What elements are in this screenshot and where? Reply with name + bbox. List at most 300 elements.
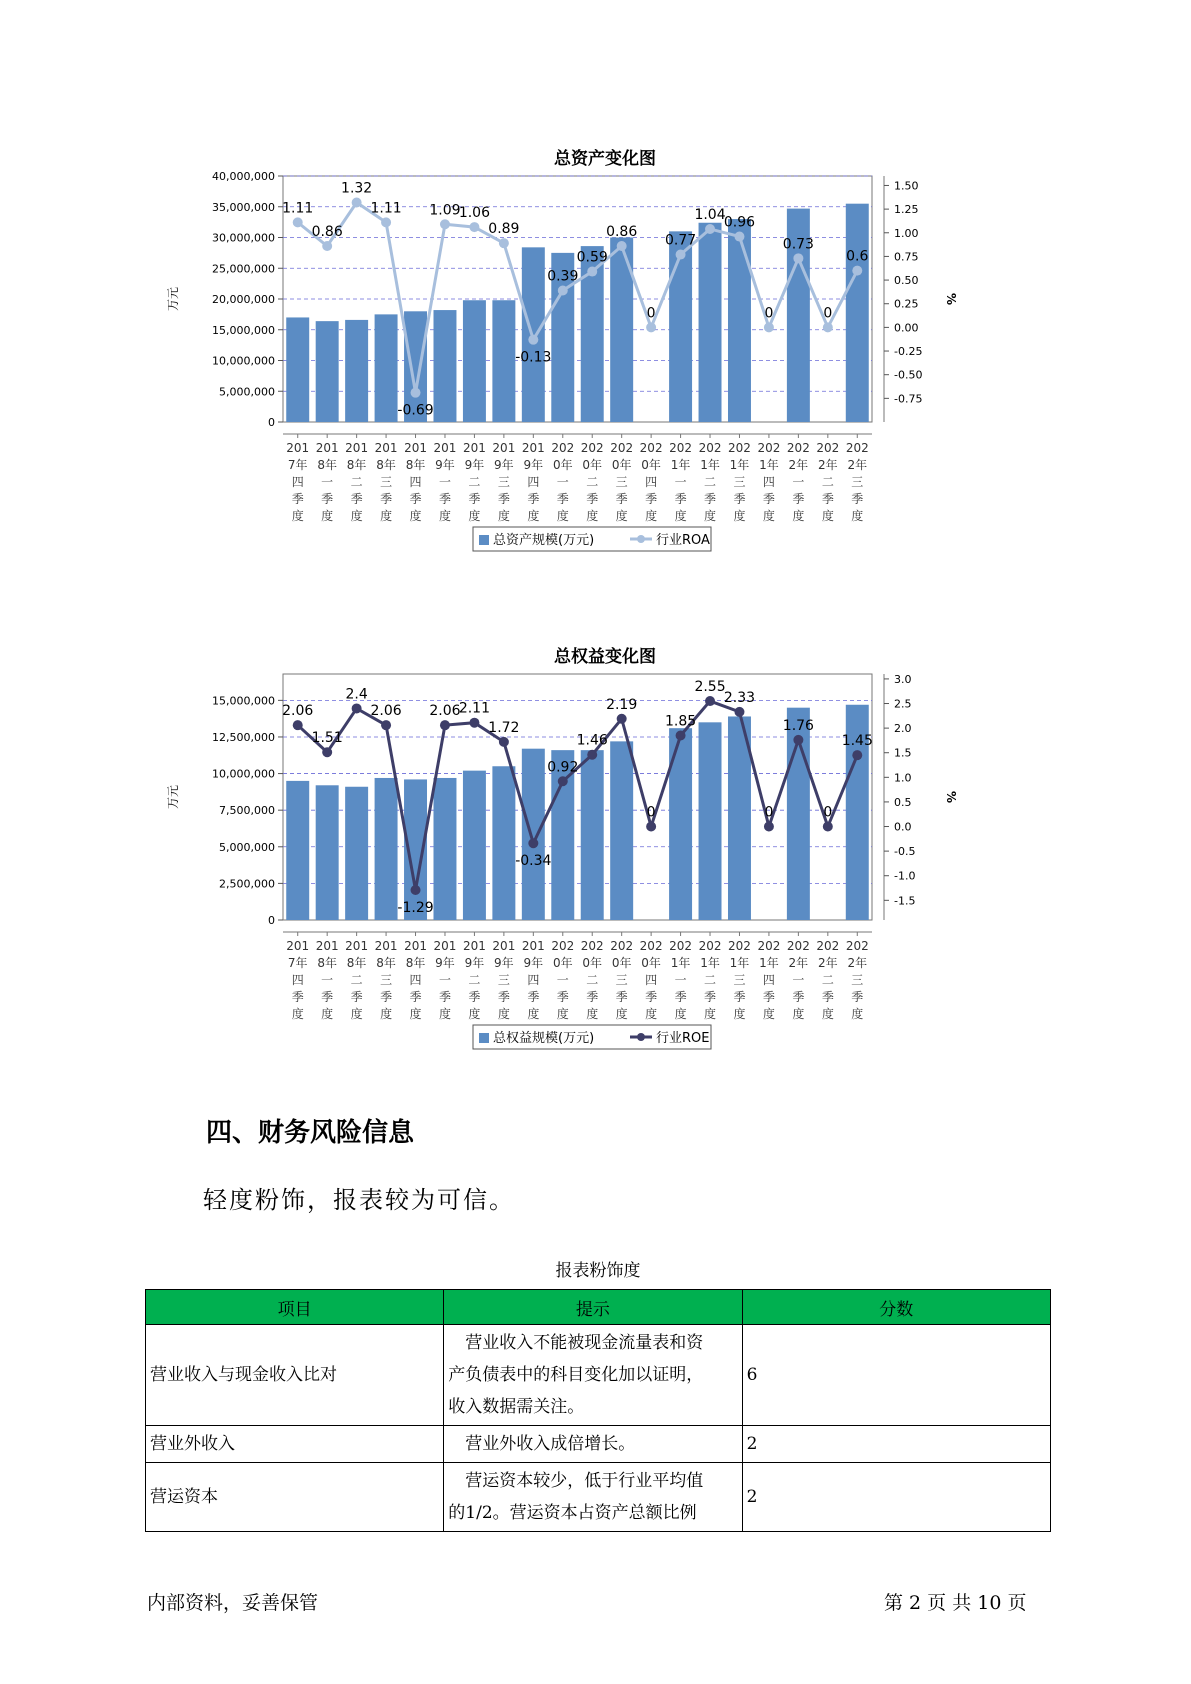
footer-page-number: 第 2 页 共 10 页 xyxy=(884,1592,1027,1614)
x-tick-label xyxy=(728,939,751,1021)
x-tick-label-line: 季 xyxy=(321,492,334,506)
x-tick-label-line: 四 xyxy=(409,475,422,489)
x-tick-label xyxy=(846,441,869,523)
x-tick-label-line: 2年 xyxy=(818,956,838,970)
x-tick-label-line: 度 xyxy=(321,509,334,523)
x-tick-label-line: 一 xyxy=(321,973,334,987)
bar xyxy=(699,223,722,422)
x-tick-label xyxy=(375,939,398,1021)
column-header: 分数 xyxy=(742,1290,1050,1325)
x-tick-label-line: 1年 xyxy=(759,956,779,970)
bar xyxy=(846,204,869,422)
legend-bar-label: 总权益规模(万元) xyxy=(493,1031,595,1046)
x-tick-label-line: 8年 xyxy=(346,956,367,970)
x-tick-label-line: 202 xyxy=(610,441,634,455)
x-tick-label-line: 三 xyxy=(615,475,628,489)
y2-axis-label: % xyxy=(944,790,958,804)
x-tick-label-line: 季 xyxy=(468,990,481,1004)
x-tick-label-line: 季 xyxy=(350,492,363,506)
y-tick-label: 15,000,000 xyxy=(212,323,275,337)
data-label: 0 xyxy=(764,305,774,322)
x-tick-label-line: 201 xyxy=(374,441,398,455)
x-tick-label-line: 度 xyxy=(851,509,864,523)
x-tick-label-line: 二 xyxy=(350,475,363,489)
x-tick-label-line: 201 xyxy=(404,939,427,953)
x-tick-label-line: 季 xyxy=(527,990,540,1004)
x-tick-label-line: 一 xyxy=(556,475,569,489)
hint-line: 营运资本较少，低于行业平均值 xyxy=(448,1471,704,1491)
data-point xyxy=(587,267,597,277)
x-tick-label xyxy=(551,939,574,1021)
bar xyxy=(316,321,339,422)
data-point xyxy=(558,285,568,295)
x-tick-label-line: 季 xyxy=(497,990,510,1004)
y-tick-label: 7,500,000 xyxy=(219,804,275,818)
x-tick-label-line: 季 xyxy=(704,492,717,506)
data-label: 2.06 xyxy=(282,703,314,720)
x-tick-label xyxy=(316,939,339,1021)
x-tick-label-line: 季 xyxy=(291,492,304,506)
bar xyxy=(316,785,339,920)
data-label: 2.19 xyxy=(606,696,638,713)
data-label: 2.4 xyxy=(345,686,368,703)
y-tick-label: 10,000,000 xyxy=(212,354,275,368)
x-tick-label-line: 四 xyxy=(645,475,658,489)
x-tick-label-line: 一 xyxy=(674,973,687,987)
data-point xyxy=(499,238,509,248)
y-tick-label: 5,000,000 xyxy=(219,385,275,399)
x-tick-label-line: 度 xyxy=(380,1007,393,1021)
x-tick-label-line: 202 xyxy=(845,441,869,455)
y-tick-label: 30,000,000 xyxy=(212,231,275,245)
x-tick-label-line: 度 xyxy=(321,1007,334,1021)
x-tick-label-line: 度 xyxy=(350,509,363,523)
x-tick-label-line: 9年 xyxy=(435,458,455,472)
data-point xyxy=(352,703,362,713)
y-tick-label: 15,000,000 xyxy=(212,694,275,708)
x-tick-label xyxy=(404,441,427,523)
x-tick-label-line: 度 xyxy=(851,1007,864,1021)
data-point xyxy=(646,822,656,832)
bar xyxy=(463,300,486,422)
x-tick-label xyxy=(492,939,515,1021)
x-tick-label xyxy=(522,939,545,1021)
x-tick-label xyxy=(434,939,457,1021)
data-label: 0.39 xyxy=(547,268,579,285)
x-tick-label-line: 201 xyxy=(492,441,516,455)
bar xyxy=(375,314,398,422)
x-tick-label-line: 202 xyxy=(551,441,575,455)
chart-title: 总资产变化图 xyxy=(554,149,656,169)
x-tick-label-line: 季 xyxy=(733,492,746,506)
x-tick-label-line: 度 xyxy=(438,1007,451,1021)
bar xyxy=(375,778,398,920)
y2-tick-label: 1.5 xyxy=(894,746,912,760)
legend-line-marker xyxy=(637,535,645,543)
x-tick-label-line: 季 xyxy=(586,990,599,1004)
x-tick-label xyxy=(728,441,751,523)
bar xyxy=(286,781,309,920)
data-point xyxy=(823,322,833,332)
x-tick-label-line: 度 xyxy=(527,1007,540,1021)
x-tick-label-line: 一 xyxy=(674,475,687,489)
x-tick-label xyxy=(846,939,869,1021)
x-tick-label-line: 季 xyxy=(438,990,451,1004)
bar xyxy=(345,320,368,422)
x-tick-label-line: 四 xyxy=(762,973,775,987)
row-hint xyxy=(444,1463,742,1532)
x-tick-label-line: 季 xyxy=(438,492,451,506)
data-point xyxy=(587,750,597,760)
hint-line: 收入数据需关注。 xyxy=(448,1397,585,1417)
data-point xyxy=(528,335,538,345)
data-point xyxy=(764,822,774,832)
data-label: 0 xyxy=(823,305,833,322)
table-caption: 报表粉饰度 xyxy=(555,1261,641,1281)
x-tick-label-line: 季 xyxy=(497,492,510,506)
x-tick-label-line: 202 xyxy=(816,441,840,455)
data-point xyxy=(676,250,686,260)
x-tick-label-line: 0年 xyxy=(582,458,603,472)
chart-title: 总权益变化图 xyxy=(554,647,656,667)
x-tick-label-line: 季 xyxy=(527,492,540,506)
data-label: -0.34 xyxy=(515,853,552,870)
x-tick-label-line: 度 xyxy=(792,1007,805,1021)
x-tick-label-line: 季 xyxy=(468,492,481,506)
data-label: 2.55 xyxy=(694,679,726,696)
x-tick-label-line: 0年 xyxy=(582,956,603,970)
x-tick-label-line: 201 xyxy=(345,939,369,953)
row-score: 6 xyxy=(742,1325,1050,1426)
x-tick-label-line: 一 xyxy=(792,475,805,489)
data-point xyxy=(705,696,715,706)
data-label: 1.32 xyxy=(341,180,373,197)
x-tick-label-line: 度 xyxy=(733,509,746,523)
x-tick-label-line: 一 xyxy=(556,973,569,987)
x-tick-label-line: 三 xyxy=(851,475,864,489)
x-tick-label-line: 201 xyxy=(521,939,545,953)
x-tick-label-line: 一 xyxy=(438,475,451,489)
x-tick-label xyxy=(787,441,810,523)
x-tick-label-line: 201 xyxy=(286,939,310,953)
bar xyxy=(345,787,368,920)
bar xyxy=(522,749,545,920)
x-tick-label-line: 度 xyxy=(762,1007,775,1021)
y-axis-label: 万元 xyxy=(166,784,180,810)
x-tick-label xyxy=(699,939,722,1021)
x-tick-label-line: 季 xyxy=(321,990,334,1004)
x-tick-label xyxy=(522,441,545,523)
y-tick-label: 10,000,000 xyxy=(212,767,275,781)
x-tick-label-line: 一 xyxy=(438,973,451,987)
data-point xyxy=(411,388,421,398)
x-tick-label-line: 202 xyxy=(610,939,634,953)
data-point xyxy=(322,747,332,757)
x-tick-label-line: 8年 xyxy=(405,956,426,970)
x-tick-label-line: 201 xyxy=(433,939,457,953)
row-hint xyxy=(444,1325,742,1426)
bar xyxy=(433,778,456,920)
x-tick-label-line: 度 xyxy=(291,1007,304,1021)
x-tick-label-line: 季 xyxy=(792,990,805,1004)
x-tick-label-line: 202 xyxy=(639,441,663,455)
x-tick-label-line: 度 xyxy=(586,509,599,523)
x-tick-label-line: 201 xyxy=(462,441,486,455)
data-point xyxy=(793,253,803,263)
legend-line-label: 行业ROA xyxy=(656,533,710,548)
data-point xyxy=(734,232,744,242)
y-tick-label: 35,000,000 xyxy=(212,200,275,214)
y2-tick-label: 0.50 xyxy=(894,274,919,288)
y-tick-label: 0 xyxy=(268,914,275,927)
footer-confidential: 内部资料，妥善保管 xyxy=(147,1592,319,1614)
data-point xyxy=(617,241,627,251)
x-tick-label-line: 1年 xyxy=(670,956,691,970)
section-summary: 轻度粉饰，报表较为可信。 xyxy=(203,1186,515,1214)
x-tick-label-line: 202 xyxy=(845,939,869,953)
x-tick-label-line: 度 xyxy=(350,1007,363,1021)
x-tick-label-line: 202 xyxy=(580,939,604,953)
data-label: 0.59 xyxy=(576,249,608,266)
x-tick-label-line: 8年 xyxy=(346,458,367,472)
x-tick-label xyxy=(640,939,663,1021)
equity-chart-svg xyxy=(150,664,1060,1124)
hint-line: 的1/2。营运资本占资产总额比例 xyxy=(448,1503,697,1523)
data-label: 1.45 xyxy=(841,733,873,750)
x-tick-label-line: 202 xyxy=(639,939,663,953)
x-tick-label-line: 201 xyxy=(345,441,369,455)
x-tick-label-line: 三 xyxy=(380,475,393,489)
x-tick-label-line: 度 xyxy=(527,509,540,523)
bar xyxy=(286,317,309,422)
data-label: 1.46 xyxy=(576,732,608,749)
data-label: 1.11 xyxy=(282,200,314,217)
x-tick-label-line: 1年 xyxy=(700,956,720,970)
x-tick-label-line: 2年 xyxy=(818,458,838,472)
table-header-row xyxy=(146,1290,1051,1325)
y-tick-label: 0 xyxy=(268,416,275,429)
data-point xyxy=(558,776,568,786)
x-tick-label-line: 8年 xyxy=(376,956,396,970)
data-label: 0.73 xyxy=(782,236,814,253)
row-item: 营运资本 xyxy=(146,1463,444,1532)
x-tick-label-line: 度 xyxy=(291,509,304,523)
table-row xyxy=(146,1463,1051,1532)
y2-tick-label: -0.5 xyxy=(894,845,916,859)
bar xyxy=(699,722,722,920)
data-label: 1.72 xyxy=(488,719,520,736)
x-tick-label-line: 202 xyxy=(551,939,575,953)
x-tick-label-line: 三 xyxy=(380,973,393,987)
x-tick-label xyxy=(404,939,427,1021)
y-tick-label: 20,000,000 xyxy=(212,293,275,306)
data-point xyxy=(352,197,362,207)
x-tick-label-line: 202 xyxy=(728,441,751,455)
data-label: 2.33 xyxy=(723,689,756,706)
x-tick-label-line: 0年 xyxy=(552,956,573,970)
x-tick-label-line: 度 xyxy=(497,1007,510,1021)
x-tick-label-line: 季 xyxy=(851,990,864,1004)
y-tick-label: 25,000,000 xyxy=(212,262,275,276)
row-item: 营业收入与现金收入比对 xyxy=(146,1325,444,1426)
x-tick-label-line: 一 xyxy=(321,475,334,489)
x-tick-label-line: 度 xyxy=(556,509,569,523)
x-tick-label-line: 1年 xyxy=(670,458,691,472)
legend-bar-swatch xyxy=(479,535,489,545)
x-tick-label-line: 2年 xyxy=(847,458,868,472)
x-tick-label-line: 201 xyxy=(462,939,486,953)
data-label: 1.76 xyxy=(782,717,814,734)
y2-tick-label: 0.5 xyxy=(894,795,912,809)
x-tick-label-line: 三 xyxy=(615,973,628,987)
data-label: 1.85 xyxy=(664,713,697,730)
x-tick-label-line: 度 xyxy=(556,1007,569,1021)
x-tick-label-line: 季 xyxy=(409,990,422,1004)
y-axis-label: 万元 xyxy=(166,286,180,312)
data-point xyxy=(381,720,391,730)
legend-line-marker xyxy=(637,1033,645,1041)
y2-tick-label: 1.00 xyxy=(894,226,919,240)
x-tick-label xyxy=(640,441,663,523)
y-tick-label: 40,000,000 xyxy=(212,170,275,183)
x-tick-label-line: 二 xyxy=(821,973,834,987)
x-tick-label-line: 0年 xyxy=(611,956,632,970)
x-tick-label-line: 季 xyxy=(674,492,687,506)
x-tick-label-line: 201 xyxy=(433,441,457,455)
data-label: 0 xyxy=(646,804,656,821)
y2-tick-label: 2.0 xyxy=(894,722,912,736)
x-tick-label-line: 度 xyxy=(821,1007,834,1021)
x-tick-label-line: 季 xyxy=(615,990,628,1004)
x-tick-label-line: 202 xyxy=(669,441,693,455)
x-tick-label-line: 8年 xyxy=(376,458,396,472)
x-tick-label xyxy=(757,441,780,523)
y2-tick-label: -0.75 xyxy=(894,392,923,406)
x-tick-label-line: 9年 xyxy=(494,458,514,472)
x-tick-label-line: 季 xyxy=(645,492,658,506)
data-label: 2.06 xyxy=(370,703,402,720)
y2-tick-label: 0.25 xyxy=(894,297,919,311)
row-item: 营业外收入 xyxy=(146,1426,444,1463)
x-tick-label-line: 度 xyxy=(674,1007,687,1021)
y2-tick-label: -1.5 xyxy=(894,894,916,908)
data-point xyxy=(469,718,479,728)
x-tick-label-line: 9年 xyxy=(523,458,544,472)
y2-tick-label: 0.00 xyxy=(894,321,919,335)
x-tick-label-line: 201 xyxy=(315,939,339,953)
data-point xyxy=(469,222,479,232)
data-label: 0 xyxy=(646,305,656,322)
y2-axis-label: % xyxy=(944,292,958,306)
x-tick-label-line: 度 xyxy=(468,509,481,523)
data-label: 0.89 xyxy=(488,221,520,238)
x-tick-label-line: 度 xyxy=(645,1007,658,1021)
x-tick-label-line: 度 xyxy=(409,509,422,523)
data-point xyxy=(528,838,538,848)
x-tick-label-line: 季 xyxy=(792,492,805,506)
data-point xyxy=(823,822,833,832)
x-tick-label xyxy=(699,441,722,523)
x-tick-label xyxy=(316,441,339,523)
data-point xyxy=(293,720,303,730)
x-tick-label-line: 202 xyxy=(669,939,693,953)
x-tick-label-line: 一 xyxy=(792,973,805,987)
x-tick-label-line: 202 xyxy=(698,939,722,953)
data-point xyxy=(411,885,421,895)
y2-tick-label: 1.0 xyxy=(894,771,912,785)
hint-line: 营业收入不能被现金流量表和资 xyxy=(448,1333,704,1353)
x-tick-label xyxy=(463,441,486,523)
risk-table xyxy=(145,1289,1051,1532)
x-tick-label-line: 四 xyxy=(527,973,540,987)
row-hint xyxy=(444,1426,742,1463)
y2-tick-label: 2.5 xyxy=(894,697,912,711)
data-point xyxy=(764,322,774,332)
section-heading: 四、财务风险信息 xyxy=(206,1118,415,1148)
data-label: 1.51 xyxy=(311,730,343,747)
data-label: 1.04 xyxy=(694,206,726,223)
x-tick-label-line: 二 xyxy=(821,475,834,489)
x-tick-label-line: 1年 xyxy=(729,458,750,472)
y2-tick-label: 1.25 xyxy=(894,203,919,217)
data-label: 0.77 xyxy=(664,232,697,249)
x-tick-label-line: 三 xyxy=(497,475,510,489)
x-tick-label-line: 202 xyxy=(816,939,840,953)
data-label: 0.86 xyxy=(606,224,638,241)
x-tick-label-line: 二 xyxy=(468,475,481,489)
bar xyxy=(463,771,486,920)
bar xyxy=(492,300,515,422)
x-tick-label-line: 季 xyxy=(291,990,304,1004)
x-tick-label-line: 度 xyxy=(615,509,628,523)
x-tick-label-line: 2年 xyxy=(847,956,868,970)
x-tick-label xyxy=(286,939,309,1021)
x-tick-label-line: 2年 xyxy=(788,956,809,970)
x-tick-label-line: 四 xyxy=(409,973,422,987)
x-tick-label-line: 0年 xyxy=(641,458,661,472)
x-tick-label-line: 季 xyxy=(586,492,599,506)
x-tick-label xyxy=(610,441,633,523)
x-tick-label-line: 度 xyxy=(497,509,510,523)
x-tick-label-line: 度 xyxy=(821,509,834,523)
x-tick-label-line: 9年 xyxy=(523,956,544,970)
data-point xyxy=(734,707,744,717)
x-tick-label-line: 三 xyxy=(733,475,746,489)
x-tick-label-line: 201 xyxy=(286,441,310,455)
data-label: 2.11 xyxy=(458,700,491,717)
data-point xyxy=(852,266,862,276)
x-tick-label xyxy=(345,441,368,523)
data-label: 0.92 xyxy=(547,759,579,776)
y-tick-label: 5,000,000 xyxy=(219,840,275,854)
data-label: 1.09 xyxy=(429,202,461,219)
x-tick-label xyxy=(463,939,486,1021)
data-point xyxy=(440,720,450,730)
hint-line: 产负债表中的科目变化加以证明， xyxy=(448,1365,704,1385)
y2-tick-label: 0.0 xyxy=(894,820,912,834)
x-tick-label-line: 201 xyxy=(521,441,545,455)
data-point xyxy=(322,241,332,251)
x-tick-label-line: 度 xyxy=(645,509,658,523)
data-point xyxy=(293,217,303,227)
x-tick-label xyxy=(492,441,515,523)
bar xyxy=(728,219,751,422)
x-tick-label-line: 度 xyxy=(792,509,805,523)
x-tick-label-line: 季 xyxy=(821,990,834,1004)
data-label: -1.29 xyxy=(397,899,434,916)
x-tick-label-line: 9年 xyxy=(494,956,514,970)
y2-tick-label: -1.0 xyxy=(894,869,916,883)
